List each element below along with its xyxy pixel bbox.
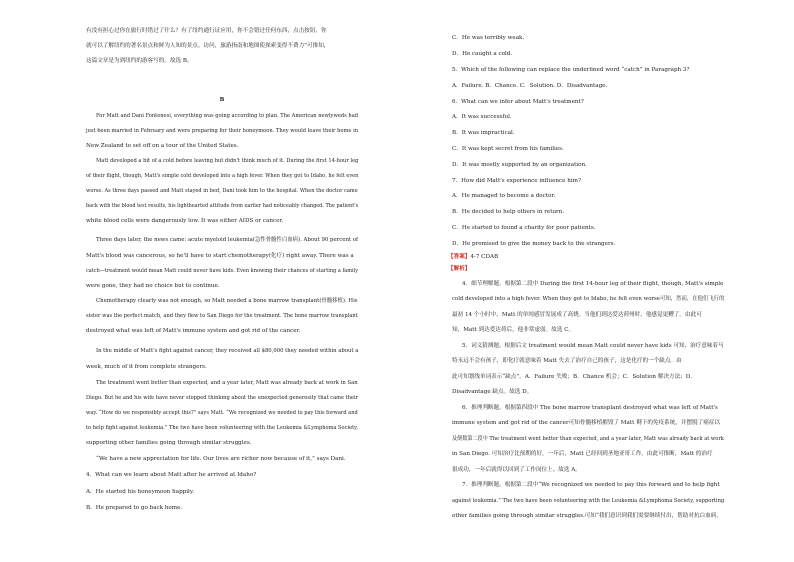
passage-line: The treatment went better than expected, and a year later, Matt was already back at work in San xyxy=(96,380,358,386)
passage-line: destroyed what was left of Matt's immune system and got rid of the cancer. xyxy=(86,328,301,334)
passage-line: to help fight against leukemia.” The two have been volunteering with the Leukemia &Lymphoma Society, xyxy=(86,425,358,431)
explanation-line: 最初 14 个小时中，Matt 的单纯感冒发展成了高烧。当他们到达爱达荷州时，他感觉更糟了。由此可 xyxy=(452,312,702,318)
passage-line: “We have a new appreciation for life. Our lives are richer now because of it,” says Dani. xyxy=(96,456,346,462)
option-line: B．He prepared to go back home. xyxy=(86,505,183,511)
passage-line: week, much of it from complete strangers. xyxy=(86,364,207,370)
explanation-line: cold developed into a high fever. When they got to Idaho, he felt even worse可知，然而，在他们飞行的 xyxy=(452,296,725,302)
option-line: B．It was impractical. xyxy=(452,130,515,136)
explanation-line: 此可知划线单词表示“缺点”。A．Failure 失败；B．Chance 机会；C．Solution 解决方法；D． xyxy=(452,374,696,380)
option-line: D．He promised to give the money back to the strangers. xyxy=(452,241,616,247)
passage-line: way. “How do we responsibly accept this?” says Matt. “We recognized we needed to pay this forward and xyxy=(86,410,358,416)
question-line: 4．What can we learn about Matt after he arrived at Idaho? xyxy=(86,472,257,478)
answer-line xyxy=(448,254,498,261)
option-line: D．It was mostly supported by an organization. xyxy=(452,162,587,168)
passage-line: Matt's blood was cancerous, so he'll have to start chemotherapy(化疗) right away. There was a xyxy=(86,253,354,259)
option-line: D．He caught a cold. xyxy=(452,51,513,57)
question-line: 5．Which of the following can replace the underlined word “catch” in Paragraph 3? xyxy=(452,67,690,73)
passage-line: just been married in February and were preparing for their honeymoon. They would leave their home in xyxy=(86,128,359,134)
explanation-line: 4．细节理解题。根据第二段中 During the first 14-hour leg of their flight, though, Matt's simple xyxy=(462,281,724,287)
option-line: C．He started to found a charity for poor patients. xyxy=(452,225,596,231)
passage-line: sister was the perfect match, and they flew to San Diego for the treatment. The bone marrow transplant xyxy=(86,313,358,319)
passage-line: In the middle of Matt's fight against cancer, they received all $80,000 they needed within about a xyxy=(96,348,359,354)
passage-line: Diego. But he and his wife have never stopped thinking about the unexpected generosity that came their xyxy=(86,395,359,401)
passage-line: were gone, they had no choice but to continue. xyxy=(86,283,220,289)
question-line: 6．What can we infer about Matt's treatment? xyxy=(452,99,584,105)
option-line: B．He decided to help others in return. xyxy=(452,209,565,215)
explanation-line: 7．推理判断题。根据第二段中“We recognized we needed to pay this forward and to help fight xyxy=(462,482,720,488)
explanation-line: 6．推理判断题。根据第四段中 The bone marrow transplant destroyed what was left of Matt's xyxy=(462,405,718,411)
intro-line: 这篇文章是为到纽约的游客写的。故选 B。 xyxy=(86,58,193,64)
passage-line: For Matt and Dani Fontenesi, everything was going according to plan. The American newlyweds had xyxy=(96,113,359,119)
explanation-line: Disadvantage 缺点。故选 D。 xyxy=(452,389,533,395)
option-line: A．It was successful. xyxy=(452,114,512,120)
passage-line: Three days later, the news came: acute myeloid leukemia(急性骨髓性白血病). About 90 percent of xyxy=(96,237,359,243)
passage-line: Matt developed a bit of a cold before leaving but didn't think much of it. During the first 14-hour leg xyxy=(96,158,359,164)
option-line: A．Failure. B．Chance. C．Solution. D．Disadvantage. xyxy=(452,83,608,89)
explanation-line: in San Diego. 可知治疗比预期的好，一年后，Matt 已经回到圣地亚哥工作。由此可推断，Matt 的治疗 xyxy=(452,451,713,457)
explanation-label: 【解析】 xyxy=(448,266,471,272)
section-heading: B xyxy=(219,97,225,103)
option-line: A．He started his honeymoon happily. xyxy=(86,489,195,495)
passage-line: Chemotherapy clearly was not enough, so Matt needed a bone marrow transplant(骨髓移植). His xyxy=(96,298,358,304)
explanation-line: other families going through similar struggles.可知“我们意识到我们需要继续付出，帮助对抗白血病。 xyxy=(452,513,722,519)
answer-value: 4-7 CDAB xyxy=(470,254,499,260)
explanation-line: 特永远不会有孩子，即化疗就意味着 Matt 失去了治疗自己的孩子，这是化疗的一个缺点。由 xyxy=(452,358,682,364)
explanation-line: 及倒数第二段中 The treatment went better than expected, and a year later, Matt was already back at work xyxy=(452,436,724,442)
explanation-line: 5．词义猜测题。根据后文 treatment would mean Matt could never have kids 可知，治疗意味着马 xyxy=(462,343,724,349)
option-line: A．He managed to become a doctor. xyxy=(452,193,556,199)
passage-line: white blood cells were dangerously low. It was either AIDS or cancer. xyxy=(86,218,284,224)
passage-line: of their flight, though, Matt's simple cold developed into a high fever. When they got to Idaho, he felt even xyxy=(86,173,359,179)
option-line: C．It was kept secret from his families. xyxy=(452,146,564,152)
answer-label: 【答案】 xyxy=(448,254,471,260)
explanation-line: immune system and got rid of the cancer可知骨髓移植摧毁了 Matt 剩下的免疫系统，并摆脱了癌症以 xyxy=(452,420,721,426)
passage-line: back with the blood test results, his lighthearted attitude from earlier had noticeably changed. The patient's xyxy=(86,203,359,209)
explanation-line: 很成功，一年后就得以回到了工作岗位上。故选 A。 xyxy=(452,467,581,473)
explanation-line: 知，Matt 到达爱达荷后，他非常虚弱。故选 C。 xyxy=(452,327,575,333)
intro-line: 有没有担心过你在旅行时错过了什么？有了纽约通行证应用，你不会错过任何东西，点击按钮，你 xyxy=(86,28,327,34)
option-line: C．He was terribly weak. xyxy=(452,35,525,41)
question-line: 7．How did Matt's experience influence him? xyxy=(452,178,581,184)
passage-line: catch—treatment would mean Matt could never have kids. Even knowing their chances of starting a family xyxy=(86,268,359,274)
passage-line: supporting other families going through similar struggles. xyxy=(86,440,252,446)
explanation-line: against leukemia.” The two have been volunteering with the Leukemia &Lymphoma Society, supporting xyxy=(452,498,725,504)
intro-line: 就可以了解纽约的著名景点和鲜为人知的景点。访问，旅游指南和地图使探索变得不费力”可推知， xyxy=(86,43,330,49)
passage-line: worse. As three days passed and Matt stayed in bed, Dani took him to the hospital. When the doctor came xyxy=(86,188,358,194)
passage-line: New Zealand to set off on a tour of the United States. xyxy=(86,143,239,149)
